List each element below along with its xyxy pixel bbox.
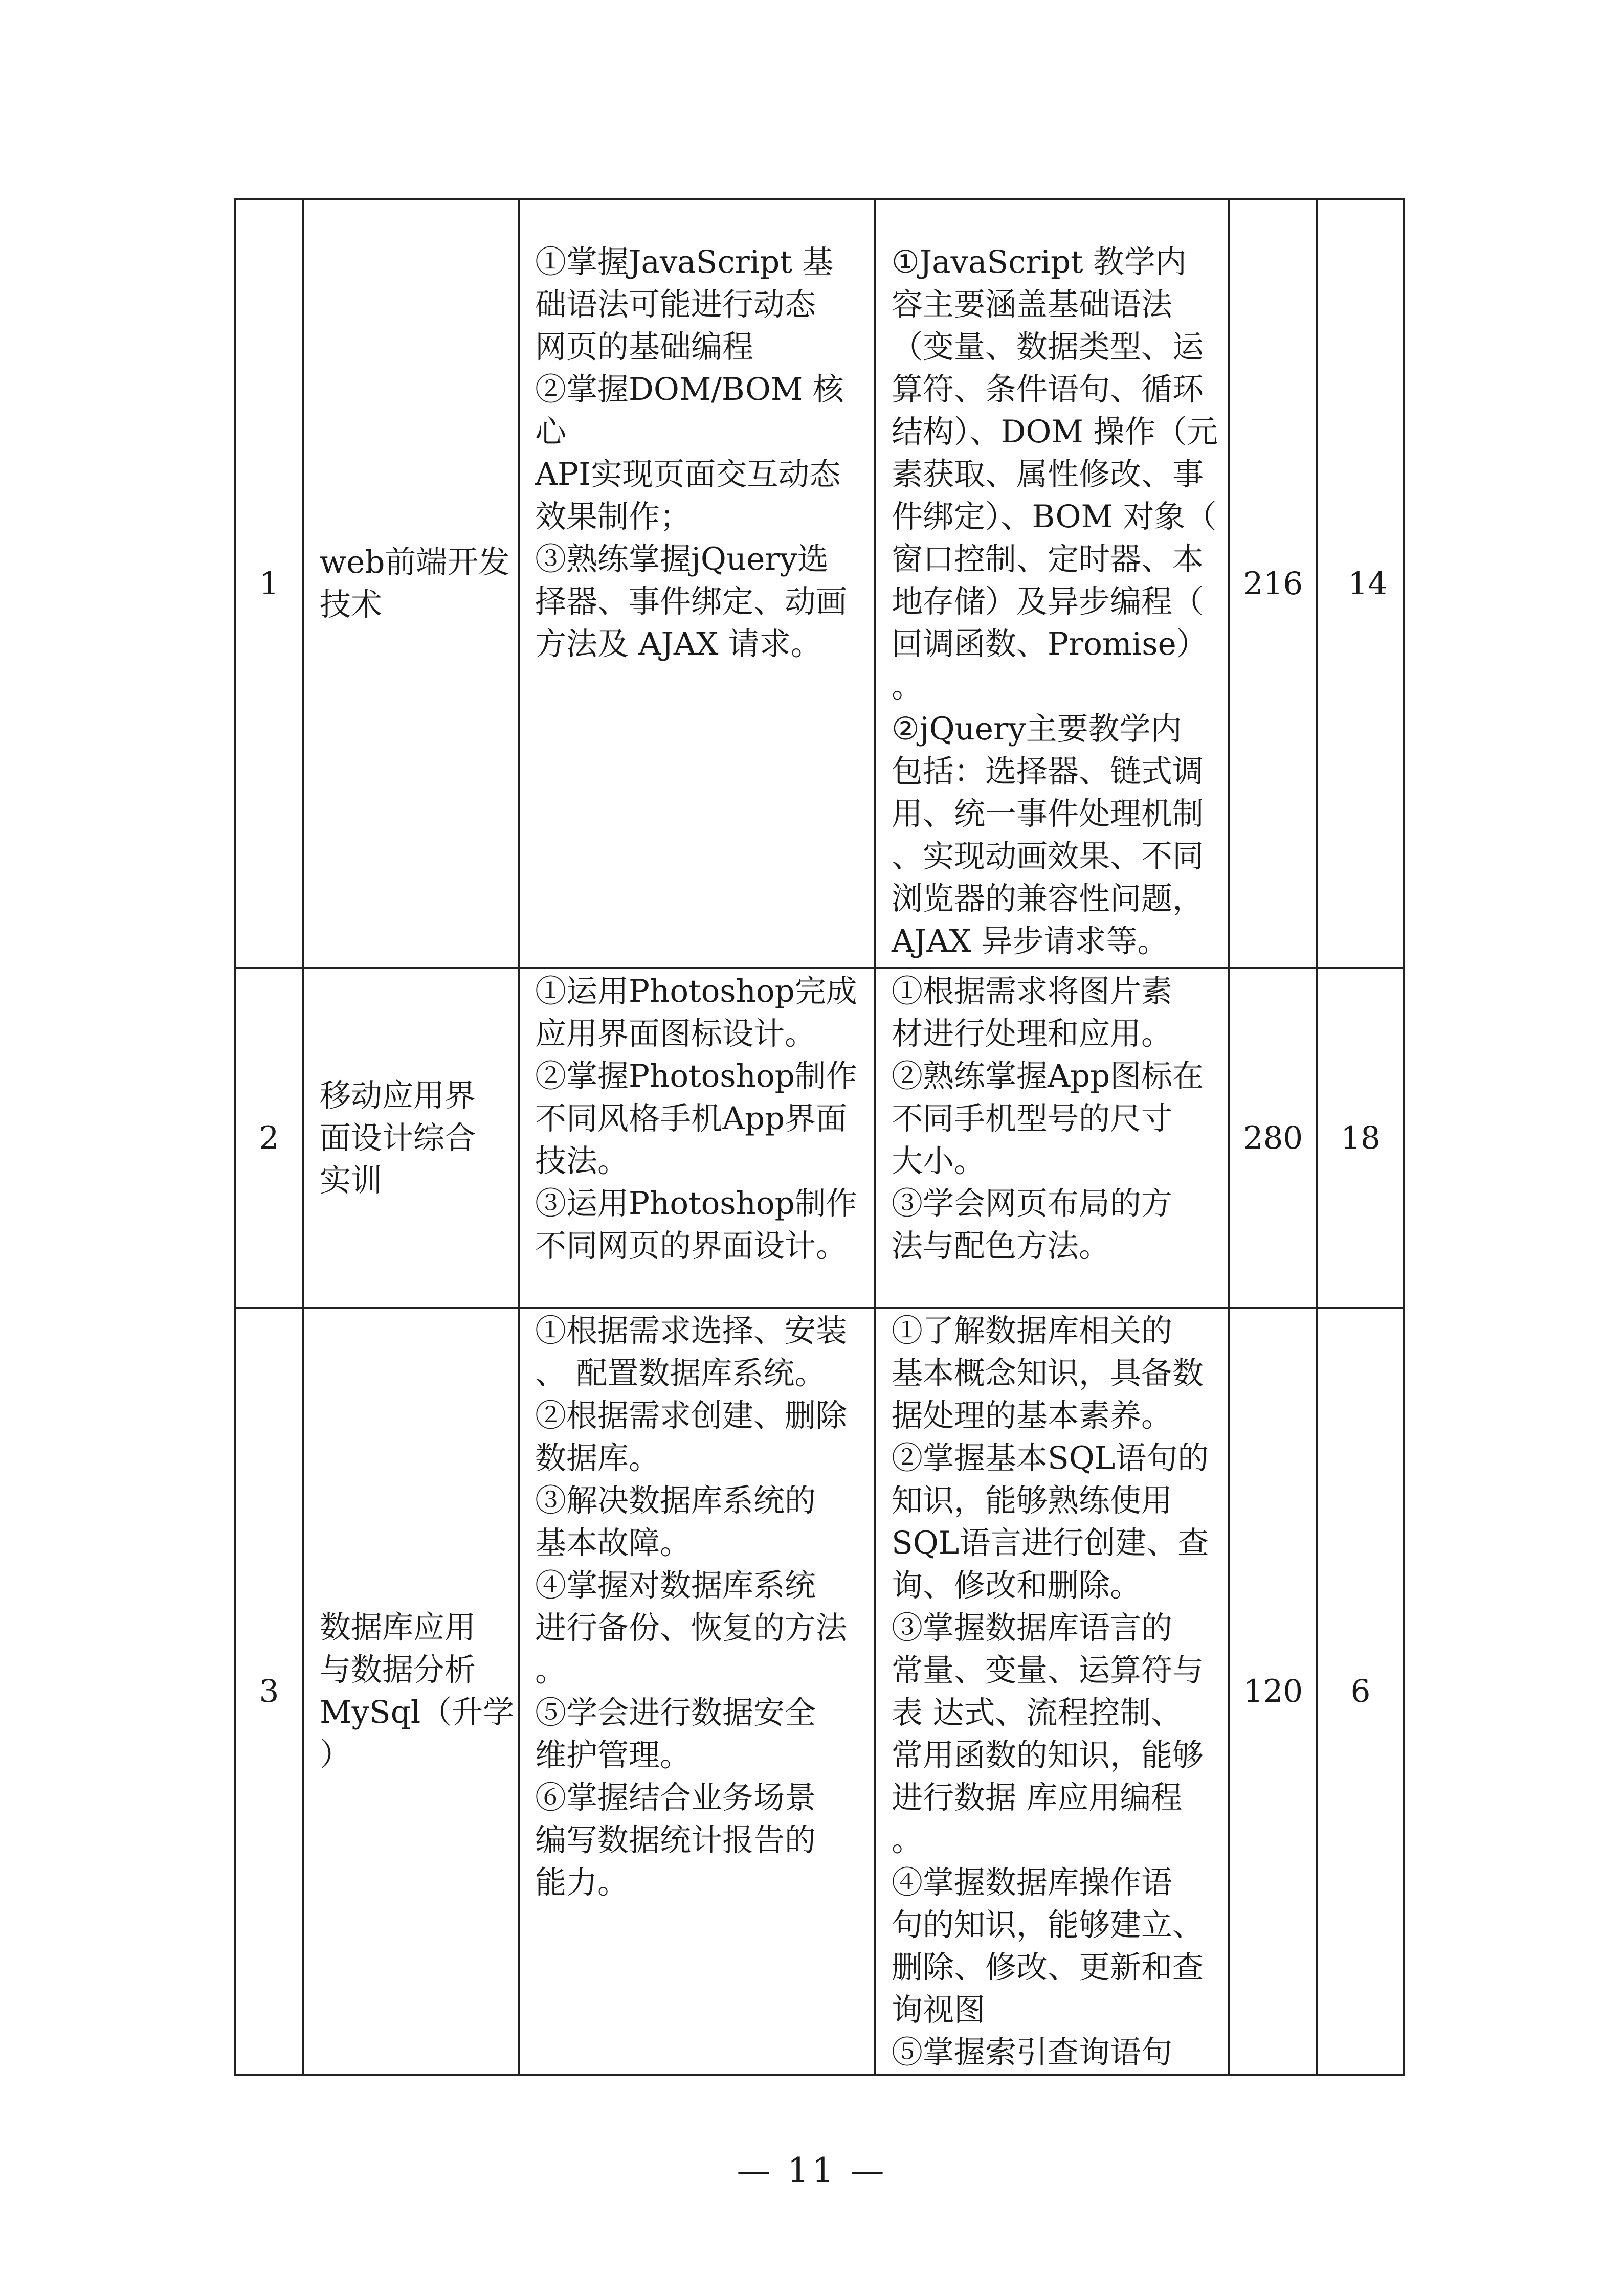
row-number-cell: 2 (235, 968, 303, 1308)
course-goals-cell: ①运用Photoshop完成 应用界面图标设计。 ②掌握Photoshop制作 不同风格手机App界面 技法。 ③运用Photoshop制作 不同网页的界面设计。 (519, 968, 875, 1308)
table-row (235, 1308, 1404, 2075)
row-number-cell: 1 (235, 199, 303, 968)
course-content-cell: ①根据需求将图片素 材进行处理和应用。 ②熟练掌握App图标在 不同手机型号的尺寸 大小。 ③学会网页布局的方 法与配色方法。 (875, 968, 1229, 1308)
course-name-cell: 移动应用界 面设计综合 实训 (303, 968, 519, 1308)
page-number: — 11 — (737, 2151, 887, 2190)
course-name-cell: web前端开发 技术 (303, 199, 519, 968)
course-name-cell: 数据库应用 与数据分析 MySql（升学 ） (303, 1308, 519, 2075)
table-row (235, 199, 1404, 968)
course-table (234, 198, 1405, 2076)
hours-cell: 120 (1229, 1308, 1317, 2075)
row-number-cell: 3 (235, 1308, 303, 2075)
hours-cell: 216 (1229, 199, 1317, 968)
hours-cell: 280 (1229, 968, 1317, 1308)
course-content-cell: ①JavaScript 教学内 容主要涵盖基础语法 （变量、数据类型、运 算符、条件语句、循环 结构）、DOM 操作（元 素获取、属性修改、事 件绑定）、BOM 对象（ 窗口控制、定时器、本 地存储）及异步编程（ 回调函数、Promise） 。 ②jQuery主要教学内 包括：选择器、链式调 用、统一事件处理机制 、实现动画效果、不同 浏览器的兼容性问题， AJAX 异步请求等。 (875, 199, 1229, 968)
credits-cell: 18 (1317, 968, 1404, 1308)
course-content-cell: ①了解数据库相关的 基本概念知识，具备数 据处理的基本素养。 ②掌握基本SQL语句的 知识，能够熟练使用 SQL语言进行创建、查 询、修改和删除。 ③掌握数据库语言的 常量、变量、运算符与 表 达式、流程控制、 常用函数的知识，能够 进行数据 库应用编程 。 ④掌握数据库操作语 句的知识，能够建立、 删除、修改、更新和查 询视图 ⑤掌握索引查询语句 (875, 1308, 1229, 2075)
credits-cell: 14 (1317, 199, 1404, 968)
course-goals-cell: ①掌握JavaScript 基 础语法可能进行动态 网页的基础编程 ②掌握DOM/BOM 核心 API实现页面交互动态 效果制作； ③熟练掌握jQuery选 择器、事件绑定、动画 方法及 AJAX 请求。 (519, 199, 875, 968)
table-row (235, 968, 1404, 1308)
course-goals-cell: ①根据需求选择、安装 、 配置数据库系统。 ②根据需求创建、删除 数据库。 ③解决数据库系统的 基本故障。 ④掌握对数据库系统 进行备份、恢复的方法 。 ⑤学会进行数据安全 维护管理。 ⑥掌握结合业务场景 编写数据统计报告的 能力。 (519, 1308, 875, 2075)
credits-cell: 6 (1317, 1308, 1404, 2075)
